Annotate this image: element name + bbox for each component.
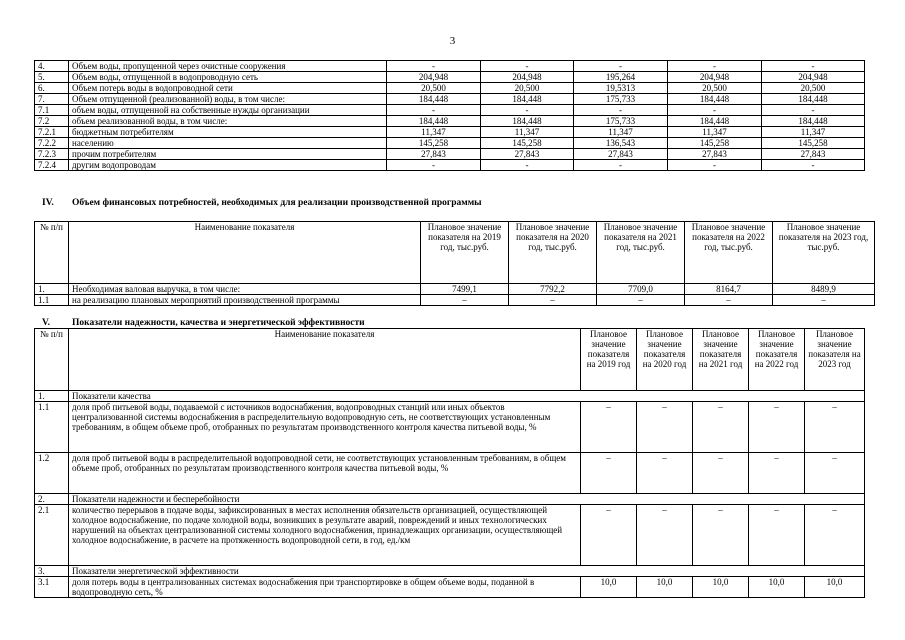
value-cell: –	[749, 402, 805, 453]
value-cell: 27,843	[668, 149, 762, 160]
table-row	[35, 284, 875, 295]
section-v-number: V.	[42, 318, 51, 328]
table-row	[35, 138, 865, 149]
table-row	[35, 577, 865, 598]
value-cell: –	[509, 295, 597, 306]
value-cell: -	[574, 105, 668, 116]
row-name: объем реализованной воды, в том числе:	[69, 116, 387, 127]
value-cell: 184,448	[668, 116, 762, 127]
value-cell: 184,448	[481, 116, 574, 127]
table-header-2022: Плановое значение показателя на 2022 год, тыс.руб.	[685, 222, 773, 284]
value-cell: 145,258	[387, 138, 481, 149]
row-name: на реализацию плановых мероприятий производственной программы	[69, 295, 421, 306]
row-number: 1.1	[35, 402, 69, 453]
table-row	[35, 94, 865, 105]
value-cell: -	[668, 160, 762, 171]
row-name: Объем отпущенной (реализованной) воды, в том числе:	[69, 94, 387, 105]
value-cell: –	[581, 402, 637, 453]
value-cell: 8489,9	[773, 284, 875, 295]
row-name: объем воды, отпущенной на собственные нужды организации	[69, 105, 387, 116]
value-cell: -	[574, 61, 668, 72]
table-row	[35, 295, 875, 306]
value-cell: -	[387, 61, 481, 72]
row-name: другим водопроводам	[69, 160, 387, 171]
row-number: 4.	[35, 61, 69, 72]
value-cell: 11,347	[762, 127, 865, 138]
value-cell: –	[693, 402, 749, 453]
water-volume-table	[34, 60, 865, 171]
row-number: 6.	[35, 83, 69, 94]
value-cell: -	[387, 105, 481, 116]
value-cell: -	[387, 160, 481, 171]
value-cell: 10,0	[749, 577, 805, 598]
row-number: 3.	[35, 566, 69, 577]
row-number: 7.2.4	[35, 160, 69, 171]
row-name: доля проб питьевой воды в распределительной водопроводной сети, не соответствующих установленным требованиям, в общем объеме проб, отобранных по результатам производственного контроля качества питьевой воды, %	[69, 453, 581, 494]
value-cell: 20,500	[762, 83, 865, 94]
value-cell: 10,0	[637, 577, 693, 598]
table-header-2022: Плановое значение показателя на 2022 год	[749, 329, 805, 391]
table-row	[35, 160, 865, 171]
value-cell: 8164,7	[685, 284, 773, 295]
value-cell: 11,347	[574, 127, 668, 138]
table-header-2023: Плановое значение показателя на 2023 год, тыс.руб.	[773, 222, 875, 284]
value-cell: –	[581, 453, 637, 494]
table-row	[35, 566, 865, 577]
table-row	[35, 505, 865, 566]
value-cell: -	[762, 160, 865, 171]
value-cell: -	[481, 61, 574, 72]
value-cell: -	[574, 160, 668, 171]
value-cell: 19,5313	[574, 83, 668, 94]
value-cell: 27,843	[387, 149, 481, 160]
section-iv-title	[42, 198, 522, 222]
row-number: 1.1	[35, 295, 69, 306]
value-cell: 27,843	[574, 149, 668, 160]
value-cell: 145,258	[762, 138, 865, 149]
table-row	[35, 453, 865, 494]
group-heading: Показатели надежности и бесперебойности	[69, 494, 865, 505]
value-cell: 10,0	[581, 577, 637, 598]
value-cell: 7499,1	[421, 284, 509, 295]
value-cell: –	[773, 295, 875, 306]
table-row	[35, 149, 865, 160]
value-cell: 7792,2	[509, 284, 597, 295]
financial-needs-table	[34, 221, 875, 306]
section-v-heading: Показатели надежности, качества и энергетической эффективности	[72, 318, 365, 328]
value-cell: 145,258	[668, 138, 762, 149]
group-heading: Показатели качества	[69, 391, 865, 402]
value-cell: 27,843	[762, 149, 865, 160]
value-cell: –	[805, 453, 865, 494]
value-cell: 20,500	[481, 83, 574, 94]
row-name: доля проб питьевой воды, подаваемой с источников водоснабжения, водопроводных станций или иных объектов централизованной системы водоснабжения в распределительную водопроводную сеть, не соответствующих установленным требованиям, в общем объеме проб, отобранных по результатам производственного контроля качества питьевой воды, %	[69, 402, 581, 453]
value-cell: 184,448	[762, 116, 865, 127]
table-header-name: Наименование показателя	[69, 222, 421, 284]
value-cell: 20,500	[387, 83, 481, 94]
row-name: населению	[69, 138, 387, 149]
table-row	[35, 402, 865, 453]
row-number: 1.	[35, 391, 69, 402]
row-number: 7.2.1	[35, 127, 69, 138]
table-row	[35, 391, 865, 402]
row-name: Объем воды, отпущенной в водопроводную сеть	[69, 72, 387, 83]
section-iv-number: IV.	[42, 198, 54, 208]
row-number: 7.1	[35, 105, 69, 116]
value-cell: 7709,0	[597, 284, 685, 295]
value-cell: 27,843	[481, 149, 574, 160]
table-row	[35, 83, 865, 94]
value-cell: -	[762, 61, 865, 72]
value-cell: 136,543	[574, 138, 668, 149]
table-row	[35, 72, 865, 83]
row-name: Объем воды, пропущенной через очистные сооружения	[69, 61, 387, 72]
table-header-2020: Плановое значение показателя на 2020 год	[637, 329, 693, 391]
row-name: бюджетным потребителям	[69, 127, 387, 138]
value-cell: -	[668, 61, 762, 72]
value-cell: 184,448	[668, 94, 762, 105]
table-header-2020: Плановое значение показателя на 2020 год, тыс.руб.	[509, 222, 597, 284]
row-name: количество перерывов в подаче воды, зафиксированных в местах исполнения обязательств организацией, осуществляющей холодное водоснабжение, по подаче холодной воды, возникших в результате аварий, повреждений и иных технологических нарушений на объектах централизованной системы холодного водоснабжения, принадлежащих организации, осуществляющей холодное водоснабжение, в расчете на протяженность водопроводной сети, в год, ед./км	[69, 505, 581, 566]
table-header-2021: Плановое значение показателя на 2021 год, тыс.руб.	[597, 222, 685, 284]
table-header-no: № п/п	[35, 329, 69, 391]
value-cell: –	[693, 505, 749, 566]
value-cell: –	[685, 295, 773, 306]
row-number: 7.2.3	[35, 149, 69, 160]
table-row	[35, 116, 865, 127]
value-cell: –	[749, 505, 805, 566]
value-cell: –	[421, 295, 509, 306]
value-cell: 195,264	[574, 72, 668, 83]
table-header-2019: Плановое значение показателя на 2019 год, тыс.руб.	[421, 222, 509, 284]
table-row	[35, 494, 865, 505]
group-heading: Показатели энергетической эффективности	[69, 566, 865, 577]
value-cell: 10,0	[693, 577, 749, 598]
value-cell: –	[637, 453, 693, 494]
value-cell: –	[581, 505, 637, 566]
value-cell: –	[805, 402, 865, 453]
row-number: 7.2.2	[35, 138, 69, 149]
value-cell: 175,733	[574, 116, 668, 127]
reliability-indicators-table	[34, 328, 865, 598]
row-name: прочим потребителям	[69, 149, 387, 160]
value-cell: 204,948	[762, 72, 865, 83]
value-cell: 204,948	[387, 72, 481, 83]
row-name: Объем потерь воды в водопроводной сети	[69, 83, 387, 94]
table-header-name: Наименование показателя	[69, 329, 581, 391]
row-number: 3.1	[35, 577, 69, 598]
value-cell: -	[762, 105, 865, 116]
row-number: 5.	[35, 72, 69, 83]
value-cell: 184,448	[387, 94, 481, 105]
value-cell: 145,258	[481, 138, 574, 149]
table-row	[35, 61, 865, 72]
value-cell: -	[481, 105, 574, 116]
value-cell: –	[597, 295, 685, 306]
value-cell: -	[668, 105, 762, 116]
table-header-2019: Плановое значение показателя на 2019 год	[581, 329, 637, 391]
value-cell: 204,948	[481, 72, 574, 83]
value-cell: 184,448	[762, 94, 865, 105]
row-name: Необходимая валовая выручка, в том числе:	[69, 284, 421, 295]
value-cell: –	[693, 453, 749, 494]
row-name: доля потерь воды в централизованных системах водоснабжения при транспортировке в общем объеме воды, поданной в водопроводную сеть, %	[69, 577, 581, 598]
value-cell: -	[481, 160, 574, 171]
table-header-2023: Плановое значение показателя на 2023 год	[805, 329, 865, 391]
value-cell: –	[637, 402, 693, 453]
table-header-no: № п/п	[35, 222, 69, 284]
value-cell: 11,347	[481, 127, 574, 138]
value-cell: 20,500	[668, 83, 762, 94]
row-number: 2.1	[35, 505, 69, 566]
value-cell: 10,0	[805, 577, 865, 598]
value-cell: 184,448	[387, 116, 481, 127]
row-number: 2.	[35, 494, 69, 505]
section-iv-heading: Объем финансовых потребностей, необходимых для реализации производственной программы	[72, 198, 482, 208]
value-cell: –	[805, 505, 865, 566]
row-number: 7.	[35, 94, 69, 105]
value-cell: 184,448	[481, 94, 574, 105]
table-row	[35, 105, 865, 116]
value-cell: –	[749, 453, 805, 494]
row-number: 7.2	[35, 116, 69, 127]
value-cell: 204,948	[668, 72, 762, 83]
value-cell: –	[637, 505, 693, 566]
row-number: 1.	[35, 284, 69, 295]
value-cell: 11,347	[668, 127, 762, 138]
table-header-2021: Плановое значение показателя на 2021 год	[693, 329, 749, 391]
page-number: 3	[449, 35, 456, 47]
row-number: 1.2	[35, 453, 69, 494]
value-cell: 11,347	[387, 127, 481, 138]
value-cell: 175,733	[574, 94, 668, 105]
table-row	[35, 127, 865, 138]
